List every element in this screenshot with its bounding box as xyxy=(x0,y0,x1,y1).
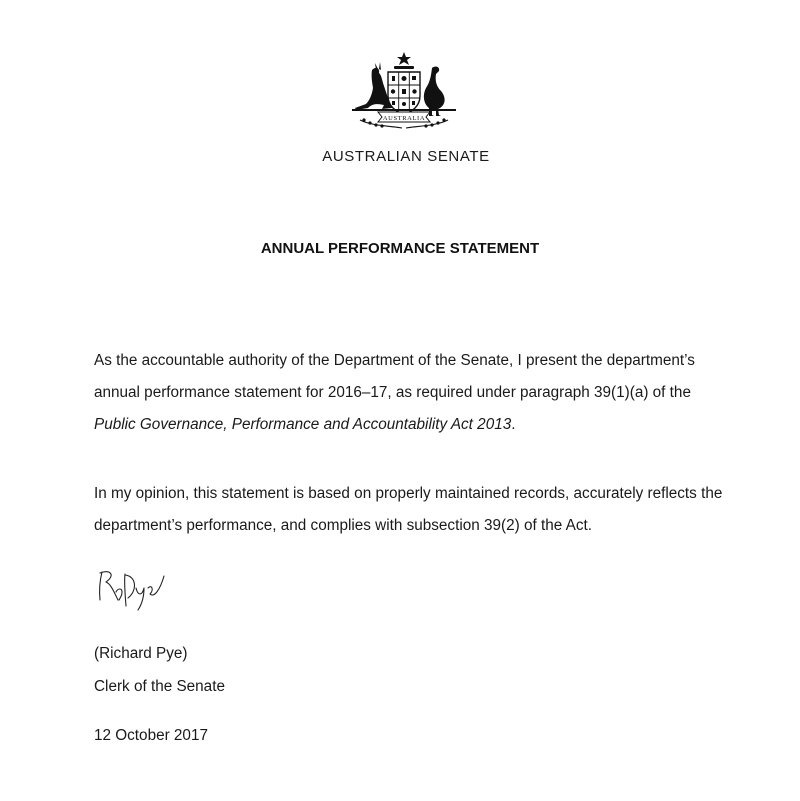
signatory-role: Clerk of the Senate xyxy=(94,678,225,695)
signatory-name: (Richard Pye) xyxy=(94,645,188,662)
statement-paragraph-2: In my opinion, this statement is based on properly maintained records, accurately reflects the department’s performance, and complies with subsection 39(2) of the Act. xyxy=(94,485,723,534)
statement-paragraph-1 xyxy=(94,345,734,441)
document-title: ANNUAL PERFORMANCE STATEMENT xyxy=(260,240,540,257)
statement-date: 12 October 2017 xyxy=(94,727,208,744)
svg-text:AUSTRALIA: AUSTRALIA xyxy=(382,115,426,122)
organisation-name: AUSTRALIAN SENATE xyxy=(322,148,490,165)
handwritten-signature-icon xyxy=(92,566,176,614)
paragraph-1-text: As the accountable authority of the Department of the Senate, I present the department’s annual performance statement for 2016–17, as required under paragraph 39(1)(a) of the xyxy=(94,352,695,401)
commonwealth-coat-of-arms-icon xyxy=(346,48,462,132)
paragraph-1-end: . xyxy=(511,416,516,433)
act-title: Public Governance, Performance and Accountability Act 2013 xyxy=(94,416,512,433)
